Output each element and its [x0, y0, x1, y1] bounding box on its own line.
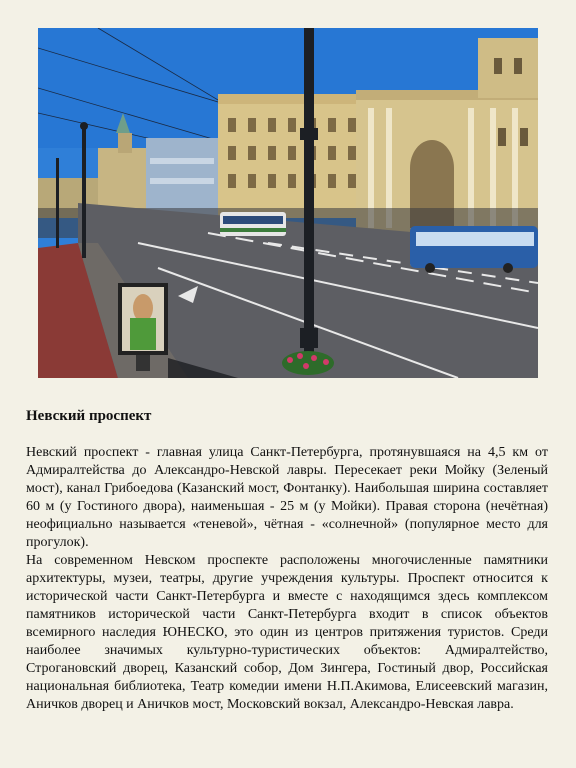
nevsky-prospect-photo	[38, 28, 538, 378]
article-paragraph-2: На современном Невском проспекте расположены многочисленные памятники архитектуры, музеи, театры, другие учреждения культуры. Проспект относится к исторической части Санкт-Петербурга и вместе с находящимся здесь комплексом памятников исторической части Санкт-Петербурга входит в список объектов всемирного наследия ЮНЕСКО, это один из центров притяжения туристов. Среди наиболее значимых культурно-туристических объектов: Адмиралтейство, Строгановский дворец, Казанский собор, Дом Зингера, Гостиный двор, Российская национальная библиотека, Театр комедии имени Н.П.Акимова, Елисеевский магазин, Аничков дворец и Аничков мост, Московский вокзал, Александро-Невская лавра.	[26, 553, 548, 712]
article-title: Невский проспект	[26, 408, 152, 424]
article-body	[26, 444, 548, 714]
article-paragraph-1: Невский проспект - главная улица Санкт-Петербурга, протянувшаяся на 4,5 км от Адмиралтейства до Александро-Невской лавры. Пересекает реки Мойку (Зеленый мост), канал Грибоедова (Казанский мост, Фонтанку). Наибольшая ширина составляет 60 м (у Гостиного двора), наименьшая - 25 м (у Мойки). Правая сторона (нечётная) неофициально называется «теневой», чётная - «солнечной» (популярное место для прогулок).	[26, 445, 548, 550]
